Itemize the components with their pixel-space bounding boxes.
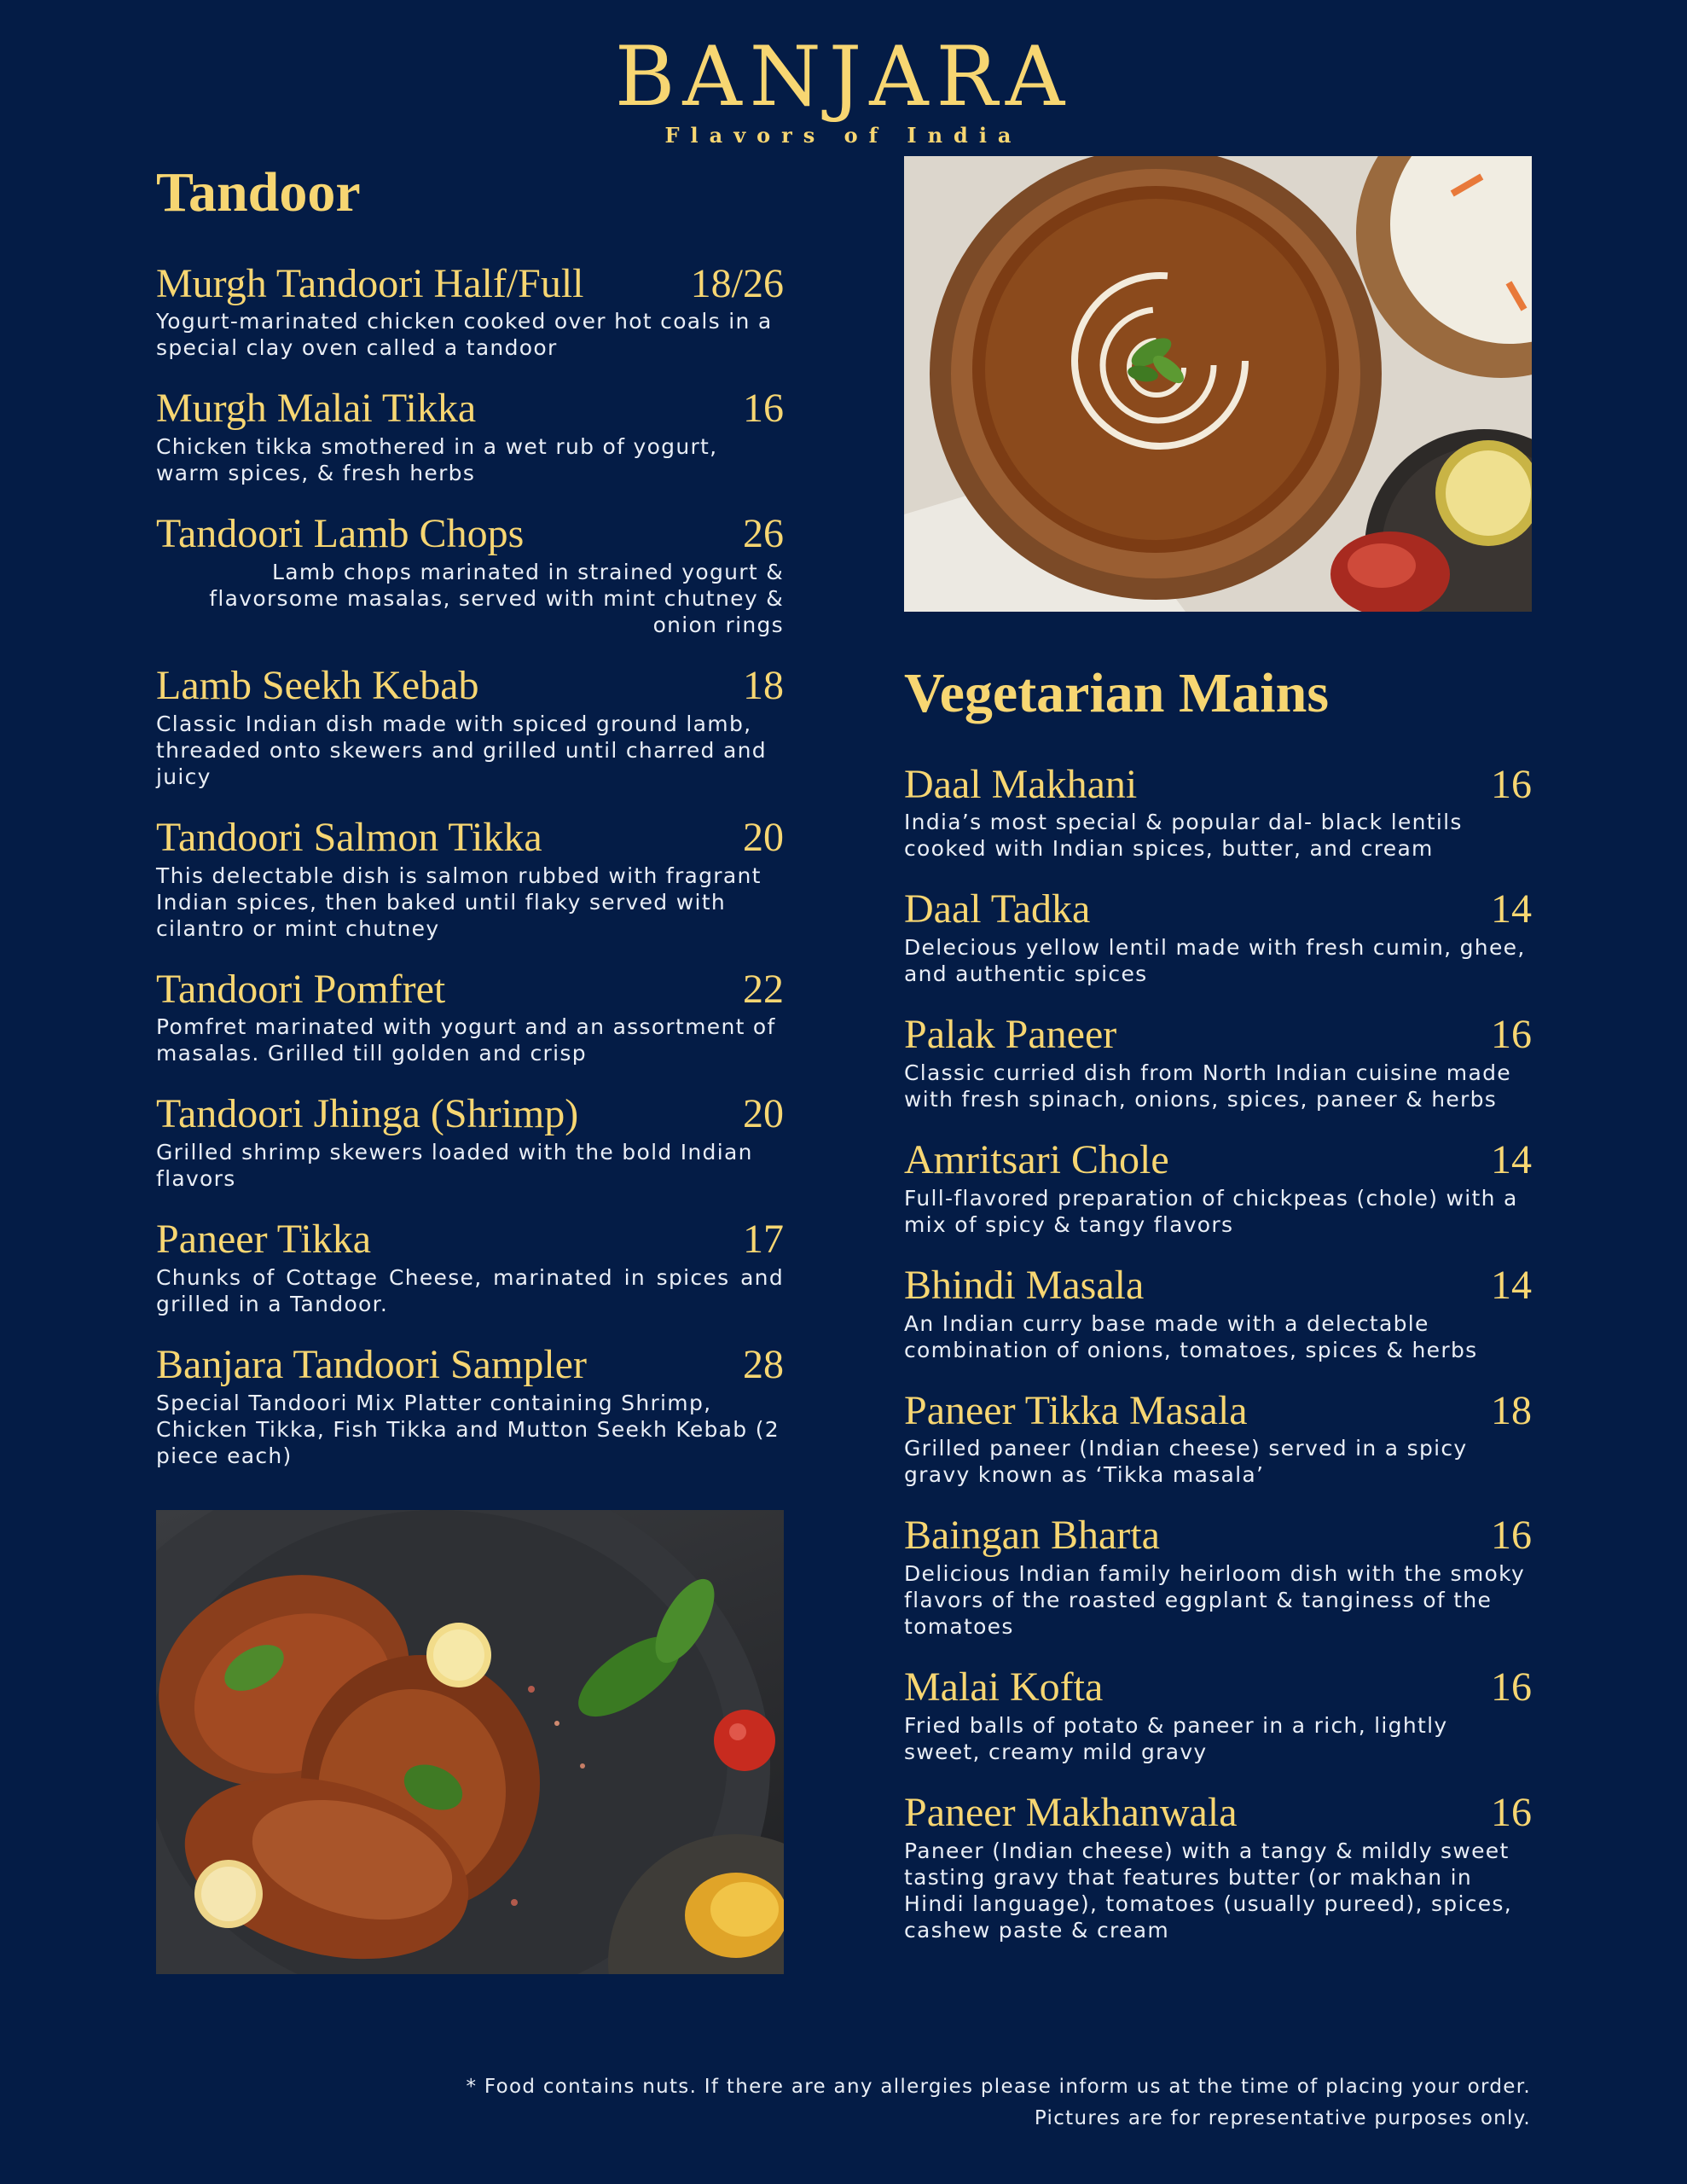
- brand-header: [0, 29, 1687, 148]
- section-title-tandoor: Tandoor: [156, 161, 361, 224]
- item-price: 16: [1491, 1664, 1532, 1711]
- menu-item: [156, 816, 784, 942]
- tandoori-chicken-photo: [156, 1510, 784, 1974]
- menu-item: [904, 1013, 1532, 1112]
- item-name: Lamb Seekh Kebab: [156, 662, 479, 708]
- menu-item: [156, 664, 784, 790]
- item-name: Daal Tadka: [904, 886, 1091, 932]
- item-description: Chunks of Cottage Cheese, marinated in spices and grilled in a Tandoor.: [156, 1264, 784, 1316]
- menu-item: [156, 262, 784, 362]
- brand-tagline: Flavors of India: [664, 123, 1023, 148]
- item-name: Tandoori Pomfret: [156, 966, 446, 1012]
- item-description: Lamb chops marinated in strained yogurt & flavorsome masalas, served with mint chutney & onion rings: [209, 559, 784, 637]
- item-price: 28: [743, 1341, 784, 1387]
- menu-item: [904, 763, 1532, 863]
- item-price: 17: [743, 1217, 784, 1263]
- item-description: Pomfret marinated with yogurt and an assortment of masalas. Grilled till golden and crisp: [156, 1014, 776, 1066]
- item-description: An Indian curry base made with a delectable combination of onions, tomatoes, spices & herbs: [904, 1310, 1478, 1362]
- item-description: Classic curried dish from North Indian cuisine made with fresh spinach, onions, spices, paneer & herbs: [904, 1060, 1511, 1112]
- item-name: Tandoori Salmon Tikka: [156, 814, 542, 860]
- item-name: Baingan Bharta: [904, 1513, 1160, 1559]
- menu-item: [904, 1791, 1532, 1943]
- item-name: Paneer Makhanwala: [904, 1789, 1238, 1835]
- item-description: This delectable dish is salmon rubbed with fragrant Indian spices, then baked until flaky served with cilantro or mint chutney: [156, 863, 762, 941]
- item-price: 16: [743, 386, 784, 432]
- item-name: Paneer Tikka Masala: [904, 1387, 1248, 1433]
- brand-name: BANJARA: [614, 29, 1073, 125]
- daal-makhani-photo: [904, 156, 1532, 612]
- item-name: Bhindi Masala: [904, 1262, 1145, 1308]
- item-price: 16: [1491, 761, 1532, 807]
- item-price: 14: [1491, 1136, 1532, 1182]
- allergy-note: * Food contains nuts. If there are any allergies please inform us at the time of placing your order.: [466, 2076, 1531, 2098]
- item-description: Delecious yellow lentil made with fresh cumin, ghee, and authentic spices: [904, 935, 1526, 987]
- item-name: Tandoori Jhinga (Shrimp): [156, 1091, 579, 1137]
- tandoori-chicken-illustration: [156, 1510, 784, 1974]
- item-description: Classic Indian dish made with spiced ground lamb, threaded onto skewers and grilled until charred and juicy: [156, 711, 767, 789]
- tandoor-section: [156, 162, 784, 1974]
- item-description: Yogurt-marinated chicken cooked over hot coals in a special clay oven called a tandoor: [156, 309, 773, 361]
- item-price: 22: [743, 966, 784, 1012]
- item-name: Tandoori Lamb Chops: [156, 511, 525, 557]
- footer-notes: [466, 2071, 1531, 2135]
- item-name: Amritsari Chole: [904, 1136, 1169, 1182]
- item-description: Delicious Indian family heirloom dish with the smoky flavors of the roasted eggplant & tanginess of the tomatoes: [904, 1561, 1526, 1640]
- item-description: Grilled shrimp skewers loaded with the bold Indian flavors: [156, 1140, 753, 1192]
- pictures-disclaimer: Pictures are for representative purposes only.: [1034, 2107, 1531, 2129]
- item-name: Daal Makhani: [904, 761, 1138, 807]
- item-name: Palak Paneer: [904, 1012, 1117, 1058]
- item-price: 14: [1491, 886, 1532, 932]
- vegetarian-section: [904, 156, 1532, 1969]
- item-price: 26: [743, 511, 784, 557]
- menu-item: [156, 1343, 784, 1469]
- menu-item: [904, 1138, 1532, 1238]
- menu-item: [156, 1217, 784, 1317]
- menu-item: [904, 1513, 1532, 1640]
- item-name: Paneer Tikka: [156, 1217, 371, 1263]
- section-title-vegetarian-mains: Vegetarian Mains: [904, 662, 1330, 724]
- item-price: 20: [743, 814, 784, 860]
- item-description: Full-flavored preparation of chickpeas (chole) with a mix of spicy & tangy flavors: [904, 1185, 1518, 1237]
- item-price: 14: [1491, 1262, 1532, 1308]
- daal-makhani-illustration: [904, 156, 1532, 612]
- item-price: 18: [743, 662, 784, 708]
- menu-item: [904, 887, 1532, 987]
- menu-item: [156, 967, 784, 1067]
- menu-item: [156, 512, 784, 638]
- item-name: Murgh Malai Tikka: [156, 386, 477, 432]
- item-name: Banjara Tandoori Sampler: [156, 1341, 587, 1387]
- item-description: Paneer (Indian cheese) with a tangy & mildly sweet tasting gravy that features butter (or makhan in Hindi language), tomatoes (usually pureed), spices, cashew paste & cream: [904, 1838, 1512, 1943]
- menu-item: [904, 1665, 1532, 1765]
- item-name: Murgh Tandoori Half/Full: [156, 260, 584, 306]
- item-description: Grilled paneer (Indian cheese) served in a spicy gravy known as ‘Tikka masala’: [904, 1436, 1468, 1488]
- menu-item: [904, 1389, 1532, 1489]
- item-price: 20: [743, 1091, 784, 1137]
- item-description: Fried balls of potato & paneer in a rich, lightly sweet, creamy mild gravy: [904, 1712, 1448, 1764]
- menu-item: [156, 386, 784, 486]
- item-name: Malai Kofta: [904, 1664, 1104, 1711]
- item-description: India’s most special & popular dal- black lentils cooked with Indian spices, butter, and cream: [904, 810, 1463, 862]
- item-price: 18: [1491, 1387, 1532, 1433]
- item-description: Special Tandoori Mix Platter containing Shrimp, Chicken Tikka, Fish Tikka and Mutton Seekh Kebab (2 piece each): [156, 1390, 780, 1468]
- menu-item: [156, 1092, 784, 1192]
- item-price: 16: [1491, 1789, 1532, 1835]
- menu-item: [904, 1263, 1532, 1363]
- item-description: Chicken tikka smothered in a wet rub of yogurt, warm spices, & fresh herbs: [156, 434, 718, 486]
- item-price: 16: [1491, 1012, 1532, 1058]
- item-price: 16: [1491, 1513, 1532, 1559]
- item-price: 18/26: [690, 260, 784, 306]
